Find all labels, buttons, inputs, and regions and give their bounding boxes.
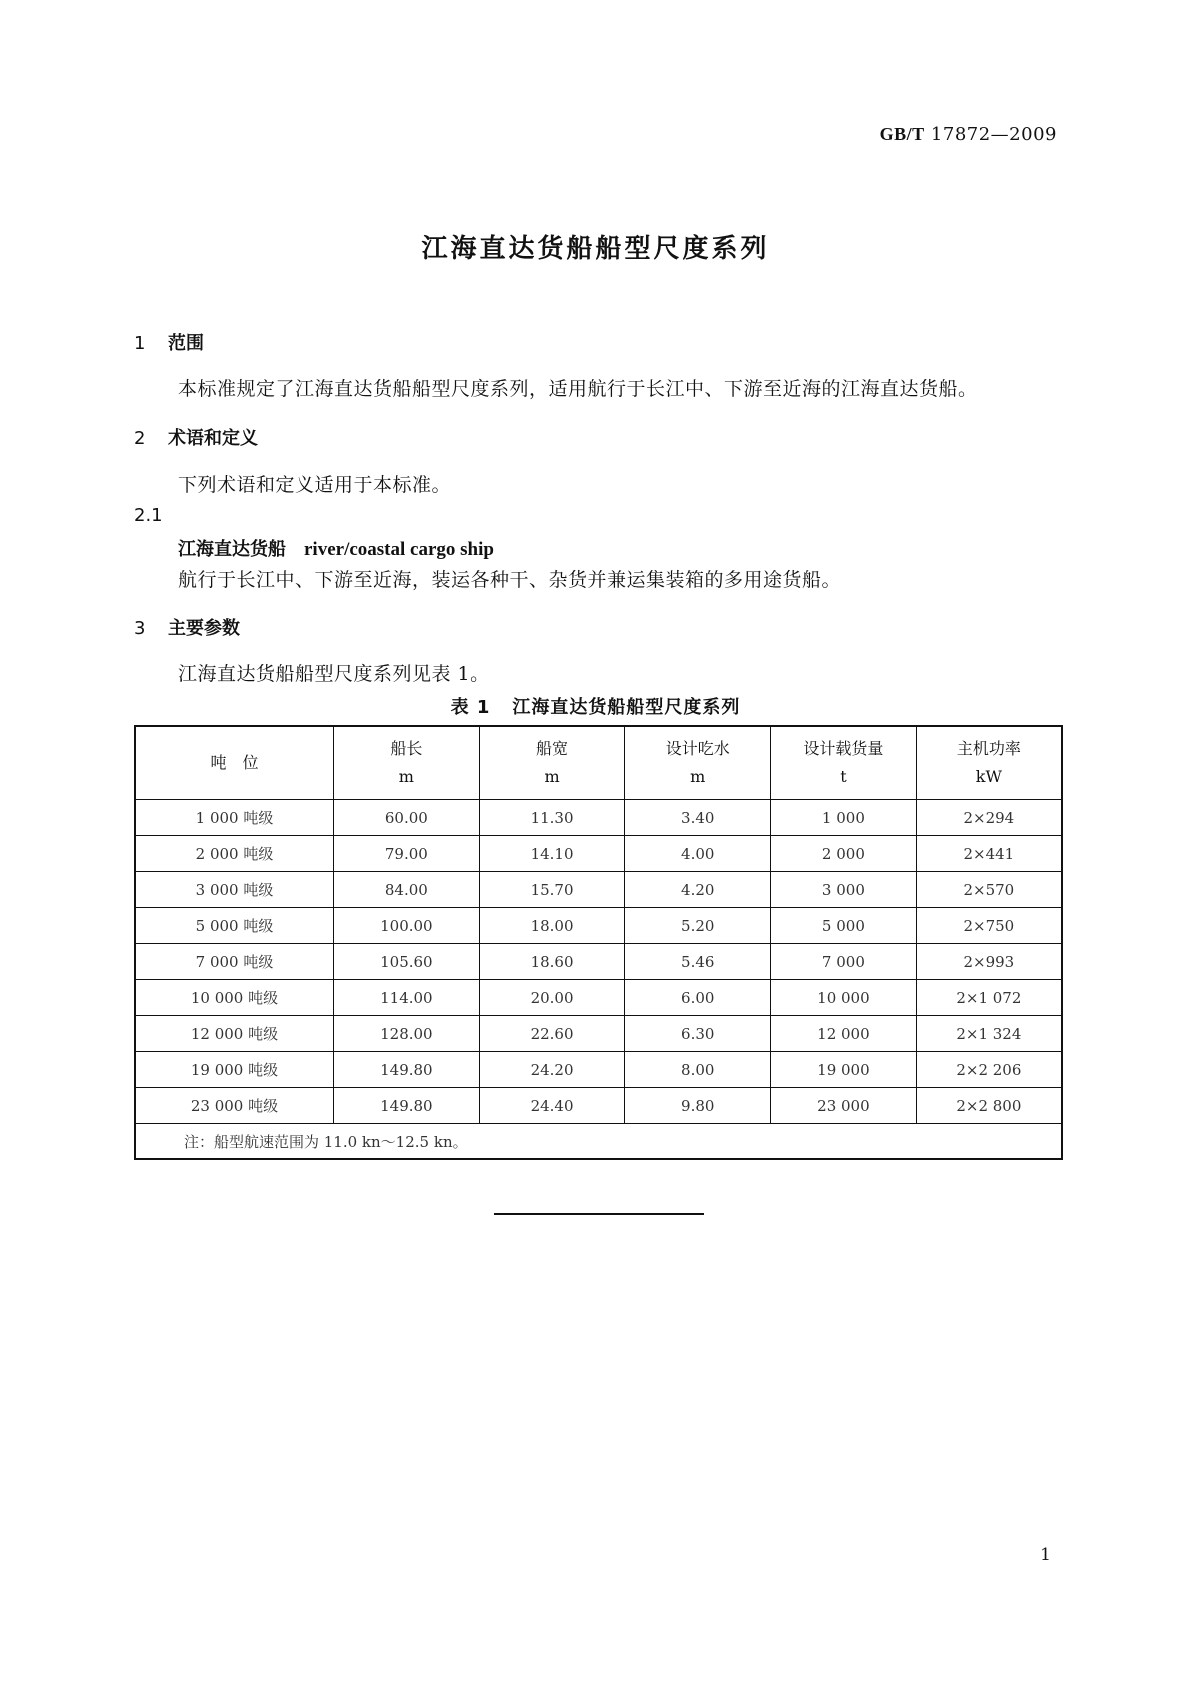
standard-number: 17872—2009: [930, 124, 1057, 145]
cell-deadweight: 10 000: [771, 980, 917, 1016]
header-length: [334, 726, 480, 800]
section-2-heading: [134, 424, 258, 450]
cell-engine-power: 2×2 206: [916, 1052, 1062, 1088]
cell-length: 105.60: [334, 944, 480, 980]
table-row: [135, 836, 1062, 872]
cell-engine-power: 2×750: [916, 908, 1062, 944]
end-rule: [494, 1213, 704, 1215]
header-unit: t: [840, 767, 847, 786]
cell-length: 60.00: [334, 800, 480, 836]
cell-engine-power: 2×1 324: [916, 1016, 1062, 1052]
cell-draft: 6.00: [625, 980, 771, 1016]
cell-engine-power: 2×993: [916, 944, 1062, 980]
cell-deadweight: 19 000: [771, 1052, 917, 1088]
cell-deadweight: 1 000: [771, 800, 917, 836]
section-number: 2: [134, 428, 146, 449]
cell-draft: 8.00: [625, 1052, 771, 1088]
standard-code: [880, 124, 1057, 145]
header-draft: [625, 726, 771, 800]
cell-deadweight: 3 000: [771, 872, 917, 908]
cell-engine-power: 2×294: [916, 800, 1062, 836]
header-label: 船宽: [536, 739, 569, 758]
cell-draft: 4.20: [625, 872, 771, 908]
header-label: 设计载货量: [803, 739, 884, 758]
ship-dimension-table: [134, 725, 1063, 1160]
header-deadweight: [771, 726, 917, 800]
cell-breadth: 14.10: [479, 836, 625, 872]
cell-length: 114.00: [334, 980, 480, 1016]
cell-engine-power: 2×570: [916, 872, 1062, 908]
cell-tonnage: 12 000 吨级: [135, 1016, 334, 1052]
cell-draft: 6.30: [625, 1016, 771, 1052]
section-3-heading: [134, 614, 240, 640]
cell-breadth: 18.60: [479, 944, 625, 980]
section-number: 3: [134, 618, 146, 639]
table-note: 注：船型航速范围为 11.0 kn～12.5 kn。: [135, 1124, 1062, 1160]
term-entry: [178, 535, 494, 561]
table-row: [135, 1052, 1062, 1088]
cell-breadth: 18.00: [479, 908, 625, 944]
term-definition: 航行于长江中、下游至近海，装运各种干、杂货并兼运集装箱的多用途货船。: [178, 569, 842, 591]
cell-tonnage: 19 000 吨级: [135, 1052, 334, 1088]
cell-breadth: 24.40: [479, 1088, 625, 1124]
section-3-text: 江海直达货船船型尺度系列见表 1。: [178, 663, 490, 685]
cell-tonnage: 7 000 吨级: [135, 944, 334, 980]
cell-tonnage: 5 000 吨级: [135, 908, 334, 944]
cell-draft: 5.46: [625, 944, 771, 980]
cell-draft: 3.40: [625, 800, 771, 836]
cell-breadth: 24.20: [479, 1052, 625, 1088]
section-title: 术语和定义: [168, 428, 258, 449]
cell-tonnage: 2 000 吨级: [135, 836, 334, 872]
cell-deadweight: 23 000: [771, 1088, 917, 1124]
cell-draft: 4.00: [625, 836, 771, 872]
section-2-text: 下列术语和定义适用于本标准。: [178, 474, 452, 496]
cell-length: 149.80: [334, 1088, 480, 1124]
cell-breadth: 20.00: [479, 980, 625, 1016]
header-unit: m: [544, 767, 560, 786]
table-row: [135, 800, 1062, 836]
section-title: 范围: [168, 333, 204, 354]
header-unit: m: [690, 767, 706, 786]
term-english: river/coastal cargo ship: [304, 539, 494, 560]
cell-length: 149.80: [334, 1052, 480, 1088]
table-caption-number: 表 1: [450, 697, 491, 718]
standard-code-prefix: GB/T: [879, 124, 925, 144]
table-row: [135, 872, 1062, 908]
table-row: [135, 1016, 1062, 1052]
document-title: 江海直达货船船型尺度系列: [421, 234, 770, 264]
table-caption-title: 江海直达货船船型尺度系列: [512, 697, 741, 718]
cell-engine-power: 2×2 800: [916, 1088, 1062, 1124]
header-unit: m: [398, 767, 414, 786]
cell-tonnage: 1 000 吨级: [135, 800, 334, 836]
table-note-row: [135, 1124, 1062, 1160]
term-chinese: 江海直达货船: [178, 539, 286, 560]
cell-breadth: 11.30: [479, 800, 625, 836]
section-1-text: 本标准规定了江海直达货船船型尺度系列，适用航行于长江中、下游至近海的江海直达货船。: [178, 378, 978, 400]
cell-deadweight: 5 000: [771, 908, 917, 944]
header-label: 吨 位: [210, 753, 259, 772]
cell-draft: 9.80: [625, 1088, 771, 1124]
header-unit: kW: [975, 767, 1002, 786]
table-row: [135, 980, 1062, 1016]
page-number: 1: [1040, 1545, 1051, 1565]
cell-length: 84.00: [334, 872, 480, 908]
table-row: [135, 944, 1062, 980]
header-label: 船长: [390, 739, 423, 758]
cell-engine-power: 2×441: [916, 836, 1062, 872]
cell-tonnage: 23 000 吨级: [135, 1088, 334, 1124]
table-header-row: [135, 726, 1062, 800]
cell-tonnage: 10 000 吨级: [135, 980, 334, 1016]
section-number: 1: [134, 333, 146, 354]
table-row: [135, 1088, 1062, 1124]
header-label: 设计吃水: [665, 739, 730, 758]
cell-tonnage: 3 000 吨级: [135, 872, 334, 908]
cell-length: 79.00: [334, 836, 480, 872]
cell-deadweight: 7 000: [771, 944, 917, 980]
section-title: 主要参数: [168, 618, 240, 639]
table-row: [135, 908, 1062, 944]
table-caption: [0, 693, 1191, 719]
cell-breadth: 22.60: [479, 1016, 625, 1052]
section-1-heading: [134, 329, 204, 355]
header-label: 主机功率: [956, 739, 1021, 758]
section-2-1-number: 2.1: [134, 505, 163, 526]
cell-deadweight: 2 000: [771, 836, 917, 872]
cell-engine-power: 2×1 072: [916, 980, 1062, 1016]
cell-draft: 5.20: [625, 908, 771, 944]
header-engine-power: [916, 726, 1062, 800]
cell-deadweight: 12 000: [771, 1016, 917, 1052]
cell-length: 128.00: [334, 1016, 480, 1052]
cell-length: 100.00: [334, 908, 480, 944]
cell-breadth: 15.70: [479, 872, 625, 908]
header-breadth: [479, 726, 625, 800]
header-tonnage: [135, 726, 334, 800]
